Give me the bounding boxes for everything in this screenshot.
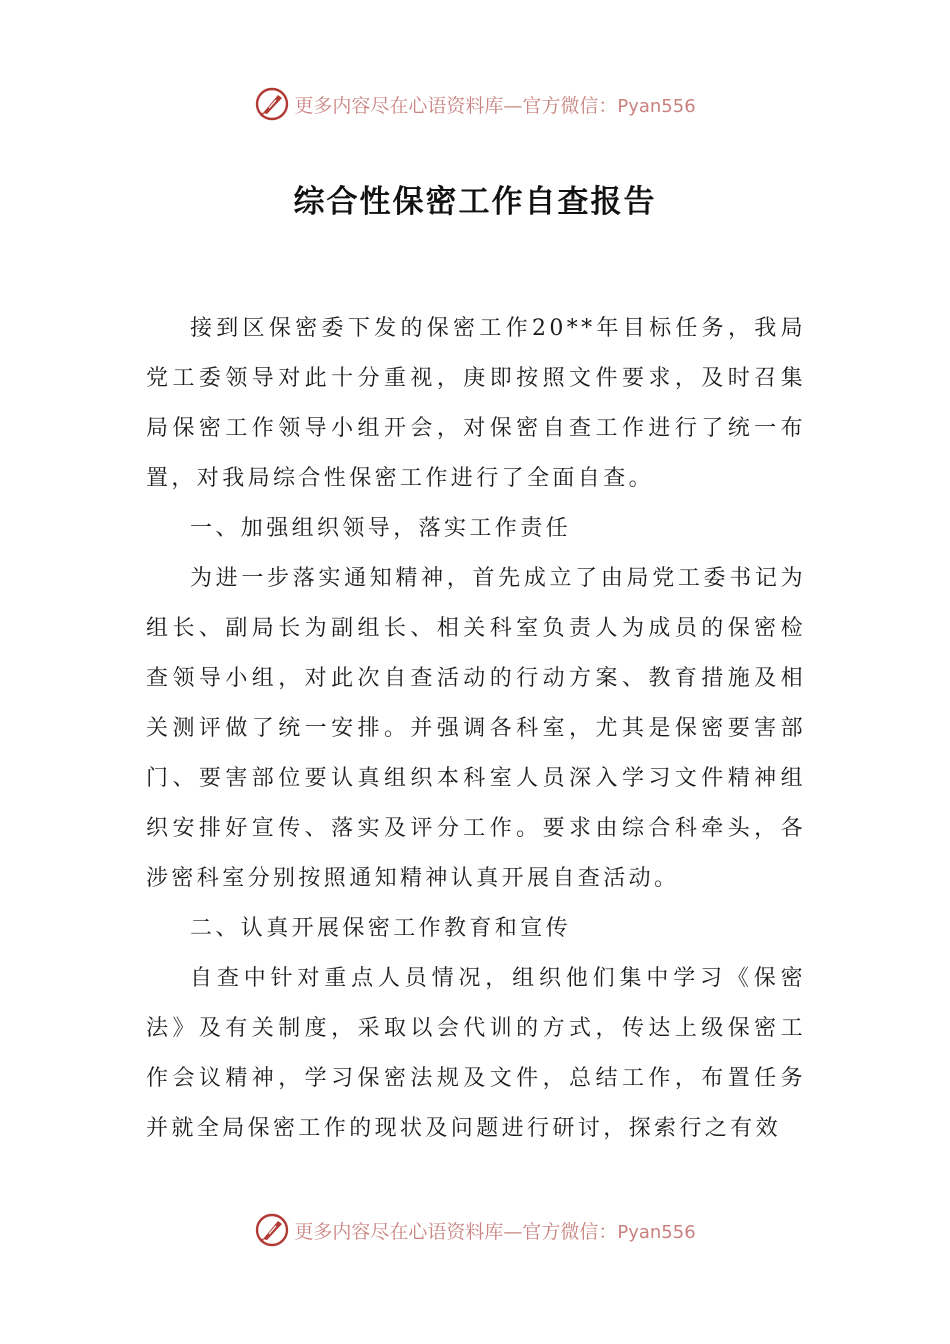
watermark-banner-bottom xyxy=(0,1210,950,1250)
watermark-banner-top xyxy=(0,84,950,124)
body-paragraph: 接到区保密委下发的保密工作20**年目标任务，我局党工委领导对此十分重视，庚即按照文件要求，及时召集局保密工作领导小组开会，对保密自查工作进行了统一布置，对我局综合性保密工作进行了全面自查。 xyxy=(146,316,806,491)
watermark-text: 更多内容尽在心语资料库—官方微信：Pyan556 xyxy=(294,1220,696,1243)
body-paragraph: 自查中针对重点人员情况，组织他们集中学习《保密法》及有关制度，采取以会代训的方式，传达上级保密工作会议精神，学习保密法规及文件，总结工作，布置任务并就全局保密工作的现状及问题进行研讨，探索行之有效 xyxy=(146,966,806,1141)
quill-logo-icon xyxy=(254,86,290,122)
section-heading: 二、认真开展保密工作教育和宣传 xyxy=(190,916,572,941)
document-body xyxy=(146,304,806,1154)
document-title: 综合性保密工作自查报告 xyxy=(293,184,657,220)
watermark-text: 更多内容尽在心语资料库—官方微信：Pyan556 xyxy=(294,94,696,117)
body-paragraph: 为进一步落实通知精神，首先成立了由局党工委书记为组长、副局长为副组长、相关科室负责人为成员的保密检查领导小组，对此次自查活动的行动方案、教育措施及相关测评做了统一安排。并强调各科室，尤其是保密要害部门、要害部位要认真组织本科室人员深入学习文件精神组织安排好宣传、落实及评分工作。要求由综合科牵头，各涉密科室分别按照通知精神认真开展自查活动。 xyxy=(146,566,806,891)
quill-logo-icon xyxy=(254,1212,290,1248)
section-heading: 一、加强组织领导，落实工作责任 xyxy=(190,516,572,541)
